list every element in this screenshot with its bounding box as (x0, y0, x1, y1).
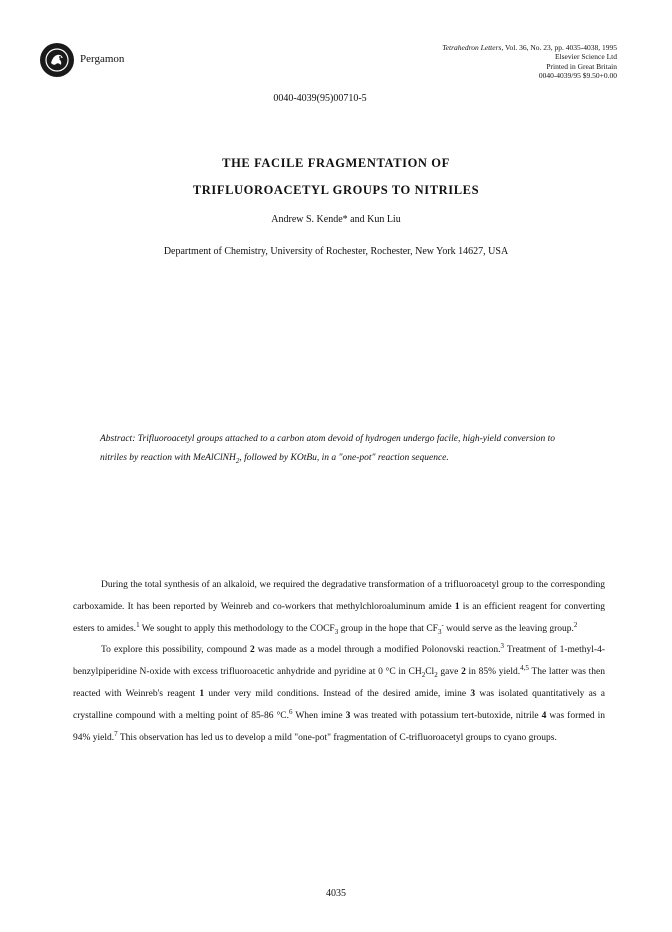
affiliation: Department of Chemistry, University of Rochester, Rochester, New York 14627, USA (163, 246, 509, 257)
authors: Andrew S. Kende* and Kun Liu (271, 214, 401, 225)
copyright-holder: Elsevier Science Ltd (554, 52, 617, 62)
p2-text: The latter was then reacted with Weinreb's reagent (73, 667, 606, 699)
journal-citation (442, 43, 617, 52)
citation-ref: 7 (114, 729, 118, 738)
journal-name: Tetrahedron Letters (442, 43, 502, 52)
p2-text: was formed in 94% yield. (73, 710, 605, 743)
compound-ref: 3 (345, 710, 351, 721)
compound-ref: 2 (461, 667, 466, 678)
subscript: 2 (421, 671, 426, 680)
doi-line (0, 93, 672, 104)
citation-ref: 3 (500, 642, 504, 651)
publisher-logo (40, 43, 74, 77)
title-line-2: TRIFLUOROACETYL GROUPS TO NITRILES (192, 183, 480, 197)
doi: 0040-4039(95)00710-5 (273, 93, 367, 104)
body-text (73, 575, 605, 749)
printed-location: Printed in Great Britain (546, 61, 617, 71)
compound-ref: 3 (470, 688, 476, 699)
p1-text: During the total synthesis of an alkaloid, we required the degradative transformation of a trifluoroacetyl group to the corresponding carboxamide. It has been reported by Weinreb and co-workers that methylchloroaluminum amide (73, 580, 605, 612)
abstract-subscript: 2 (235, 456, 240, 465)
abstract-text-1: Trifluoroacetyl groups attached to a carbon atom devoid of hydrogen undergo facile, high-yield conversion to nitriles by reaction with MeAlClNH (100, 434, 556, 463)
p2-text: Treatment of 1-methyl-4-benzylpiperidine N-oxide with excess trifluoroacetic anhydride and pyridine at 0 °C in CH (73, 645, 605, 678)
subscript: 3 (437, 627, 442, 636)
publisher-name: Pergamon (80, 53, 125, 65)
p2-text: To explore this possibility, compound (101, 645, 250, 656)
p2-text: was treated with potassium tert-butoxide, nitrile (350, 710, 542, 721)
p2-text: was isolated quantitatively as a crystalline compound with a melting point of 85-86 °C. (73, 688, 605, 721)
paragraph-1 (73, 575, 605, 640)
p1-text: We sought to apply this methodology to the COCF (139, 623, 335, 634)
article-title (0, 150, 672, 204)
compound-ref: 4 (541, 710, 547, 721)
p2-text: was made as a model through a modified Polonovski reaction. (254, 645, 501, 656)
citation-ref: 4,5 (520, 664, 529, 673)
p2-text: When imine (292, 710, 346, 721)
p2-text: gave (437, 667, 462, 678)
abstract (100, 430, 560, 467)
citation-ref: 6 (288, 707, 293, 716)
p2-text: Cl (425, 667, 435, 678)
paragraph-2 (73, 640, 605, 749)
journal-info (442, 43, 617, 80)
journal-volume: , Vol. 36, No. 23, pp. 4035-4038, 1995 (501, 43, 617, 52)
p2-text: This observation has led us to develop a mild "one-pot" fragmentation of C-trifluoroacetyl groups to cyano groups. (117, 732, 557, 743)
citation-ref: 2 (573, 620, 578, 629)
p2-text: under very mild conditions. Instead of the desired amide, imine (204, 688, 471, 699)
p2-text: in 85% yield. (465, 667, 521, 678)
compound-ref: 1 (199, 688, 205, 699)
pergamon-emblem-icon (44, 47, 70, 73)
charge-superscript: - (441, 620, 444, 629)
abstract-label: Abstract: (100, 434, 136, 444)
citation-ref: 1 (136, 620, 140, 629)
page-number: 4035 (326, 888, 346, 899)
compound-ref: 1 (454, 601, 460, 612)
p1-text: is an efficient reagent for converting esters to amides. (73, 601, 605, 634)
compound-ref: 2 (249, 645, 255, 656)
issn-price: 0040-4039/95 $9.50+0.00 (538, 70, 617, 80)
subscript: 3 (334, 627, 339, 636)
title-line-1: THE FACILE FRAGMENTATION OF (222, 156, 450, 170)
abstract-text-2: , followed by KOtBu, in a "one-pot" reaction sequence. (239, 452, 449, 463)
subscript: 2 (434, 671, 438, 680)
p1-text: group in the hope that CF (338, 623, 438, 634)
p1-text: would serve as the leaving group. (443, 623, 574, 634)
